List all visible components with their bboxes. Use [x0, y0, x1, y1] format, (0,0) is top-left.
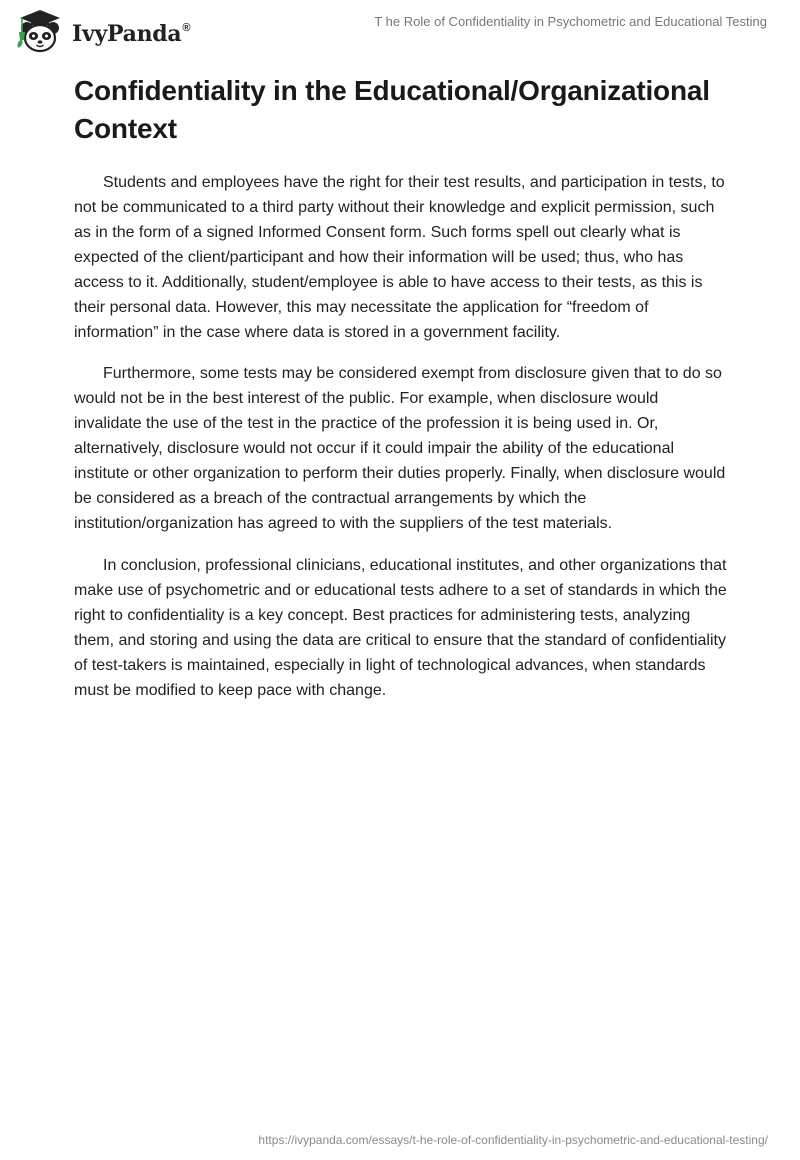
document-title: T he Role of Confidentiality in Psychometric and Educational Testing: [374, 14, 767, 29]
paragraph: Students and employees have the right for their test results, and participation in tests, to not be communicated to a third party without their knowledge and explicit permission, such as in the form of a signed Informed Consent form. Such forms spell out clearly what is expected of the client/participant and how their information will be used; thus, who has access to it. Additionally, student/employee is able to have access to their tests, as this is their personal data. However, this may necessitate the application for “freedom of information” in the case where data is stored in a government facility.: [74, 174, 725, 341]
logo-wordmark: IvyPanda®: [72, 21, 191, 47]
panda-graduate-icon: [14, 8, 66, 56]
paragraph: Furthermore, some tests may be considered exempt from disclosure given that to do so would not be in the best interest of the public. For example, when disclosure would invalidate the use of the test in the practice of the profession it is being used in. Or, alternatively, disclosure would not occur if it could impair the ability of the educational institute or other organization to perform their duties properly. Finally, when disclosure would be considered as a breach of the contractual arrangements by which the institution/organization has agreed to with the suppliers of the test materials.: [74, 365, 726, 532]
page-header: [0, 0, 800, 60]
paragraph: In conclusion, professional clinicians, educational institutes, and other organizations that make use of psychometric and or educational tests adhere to a set of standards in which the right to confidentiality is a key concept. Best practices for administering tests, analyzing them, and storing and using the data are critical to ensure that the standard of confidentiality of test-takers is maintained, especially in light of technological advances, when standards must be modified to keep pace with change.: [74, 557, 727, 699]
ivypanda-logo[interactable]: [14, 8, 190, 56]
article-body: [74, 72, 729, 703]
section-heading: Confidentiality in the Educational/Organizational Context: [74, 75, 710, 144]
source-url-link[interactable]: https://ivypanda.com/essays/t-he-role-of-confidentiality-in-psychometric-and-educational-testing/: [258, 1133, 768, 1147]
registered-mark: ®: [182, 21, 191, 34]
